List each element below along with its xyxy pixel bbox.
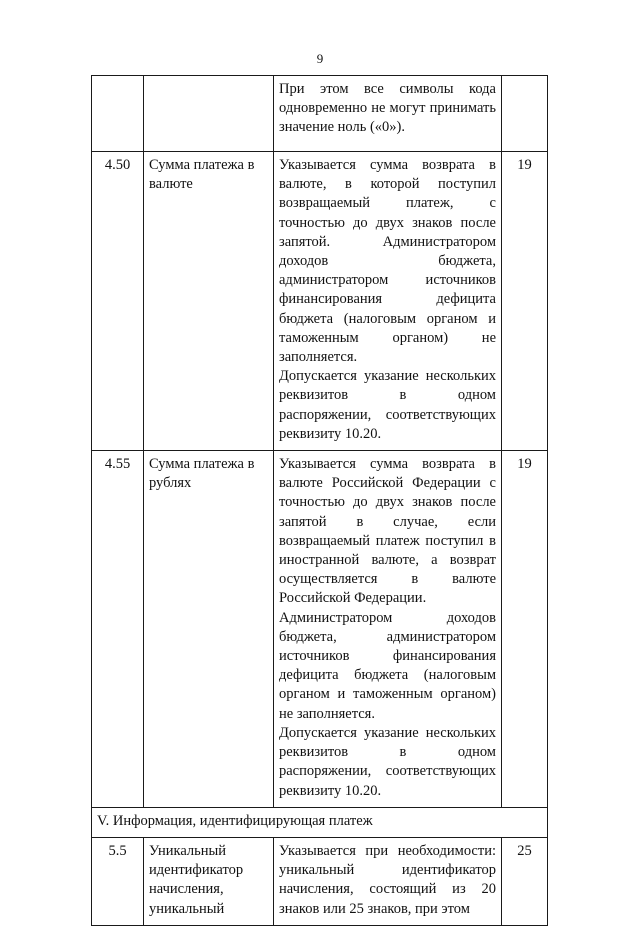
description-paragraph: Указывается сумма возврата в валюте, в которой поступил возвращаемый платеж, с точностью до двух знаков после запятой. Администратором доходов бюджета, администратором источников финансирования дефицита бюджета (налоговым органом и таможенным органом) не заполняется. [279,157,496,366]
row-position [502,76,548,152]
page-number: 9 [316,51,324,66]
row-code: 5.5 [92,837,144,925]
row-code [92,76,144,152]
table-row [92,76,548,152]
row-name: Уникальный идентификатор начисления, уникальный [144,837,274,925]
table-row [92,837,548,925]
table-row [92,451,548,808]
description-paragraph: Администратором доходов бюджета, администратором источников финансирования дефицита бюджета (налоговым органом и таможенным органом) не заполняется. [279,609,496,722]
table-row [92,152,548,451]
row-name [144,76,274,152]
row-code: 4.50 [92,152,144,451]
row-position: 19 [502,152,548,451]
description-paragraph: Указывается при необходимости: уникальный идентификатор начисления, состоящий из 20 знаков или 25 знаков, при этом [279,842,496,917]
section-title: V. Информация, идентифицирующая платеж [92,807,548,837]
description-paragraph: Допускается указание нескольких реквизитов в одном распоряжении, соответствующих реквизиту 10.20. [279,368,496,442]
row-position: 19 [502,451,548,808]
row-name: Сумма платежа в валюте [144,152,274,451]
row-description [274,451,502,808]
row-position: 25 [502,837,548,925]
row-description [274,76,502,152]
description-paragraph: При этом все символы кода одновременно не могут принимать значение ноль («0»). [279,81,496,136]
row-name: Сумма платежа в рублях [144,451,274,808]
row-description [274,152,502,451]
description-paragraph: Допускается указание нескольких реквизитов в одном распоряжении, соответствующих реквизиту 10.20. [279,724,496,799]
description-paragraph: Указывается сумма возврата в валюте Российской Федерации с точностью до двух знаков после запятой в случае, если возвращаемый платеж поступил в иностранной валюте, а возврат осуществляется в валюте Российской Федерации. [279,456,496,607]
requisites-table [91,75,548,926]
row-description [274,837,502,925]
row-code: 4.55 [92,451,144,808]
section-header-row [92,807,548,837]
